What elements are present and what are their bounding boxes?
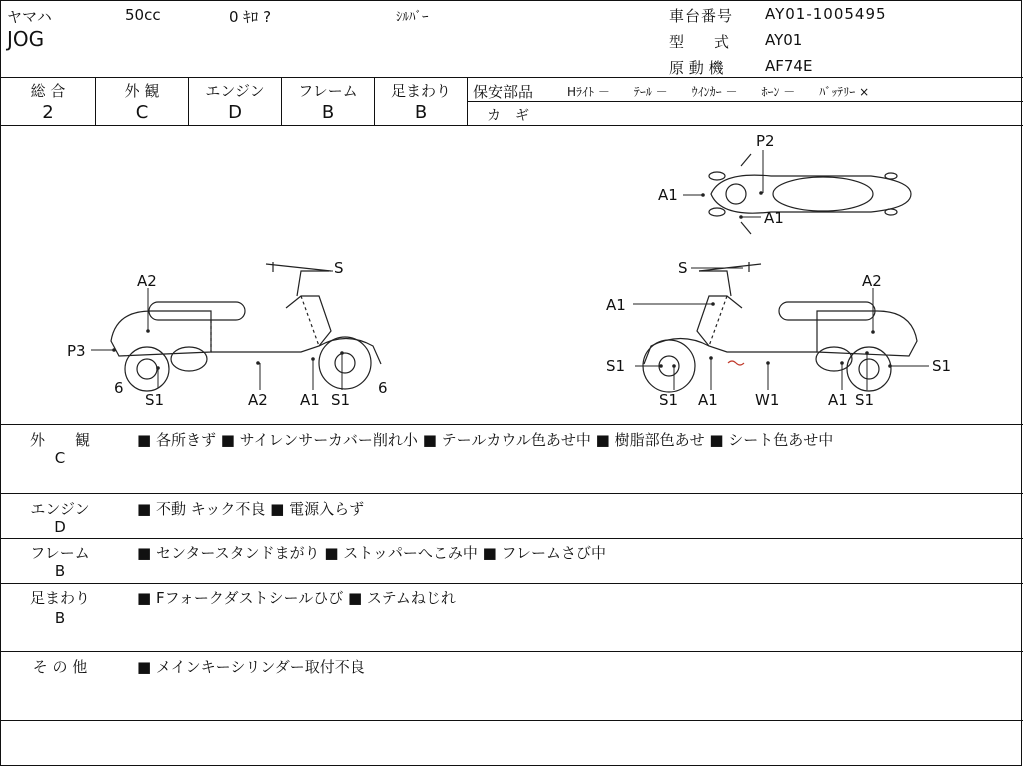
label-left-s1: S1 [145, 391, 165, 409]
label-right-a2: A2 [862, 272, 882, 290]
label-right-b-a1b: A1 [828, 391, 848, 409]
label-top-a1: A1 [658, 186, 678, 204]
type-label: 型 式 [669, 33, 730, 51]
grade-frame-label: フレーム [298, 82, 358, 100]
frame-no: AY01-1005495 [765, 5, 887, 23]
type-value: AY01 [765, 31, 803, 49]
label-left-6-right: 6 [378, 379, 388, 397]
label-left-a2-top: A2 [137, 272, 157, 290]
damage-diagram [1, 126, 1023, 424]
label-left-a1: A1 [300, 391, 320, 409]
label-top-a1-bottom: A1 [764, 209, 784, 227]
engine-value: AF74E [765, 57, 813, 75]
note-title: そ の 他 [32, 658, 88, 676]
note-text: ■ メインキーシリンダー取付不良 [137, 658, 365, 676]
label-left-s1-right: S1 [331, 391, 351, 409]
label-right-s: S [678, 259, 688, 277]
grade-frame: B [321, 102, 335, 123]
grade-suspension: B [414, 102, 428, 123]
grade-total-label: 総 合 [30, 82, 66, 100]
grade-total: 2 [42, 102, 54, 123]
displacement: 50cc [125, 6, 161, 24]
divider [1, 583, 1023, 584]
maker: ヤマハ [7, 8, 52, 26]
grade-engine-label: エンジン [205, 82, 265, 100]
label-right-b-s1: S1 [659, 391, 679, 409]
grade-exterior-label: 外 観 [124, 82, 160, 100]
divider [1, 720, 1023, 721]
note-grade: C [54, 449, 66, 467]
label-right-s1-left: S1 [606, 357, 626, 375]
label-right-b-a1: A1 [698, 391, 718, 409]
label-right-b-w1: W1 [755, 391, 780, 409]
safety-label: 保安部品 [473, 83, 534, 101]
divider [467, 101, 1023, 102]
grade-engine: D [228, 102, 242, 123]
label-right-s1-right: S1 [932, 357, 952, 375]
label-left-s: S [334, 259, 344, 277]
note-grade: B [54, 562, 66, 580]
label-left-p3: P3 [67, 342, 86, 360]
model-name: JOG [7, 27, 45, 51]
label-right-a1: A1 [606, 296, 626, 314]
note-grade: D [54, 518, 66, 536]
color: ｼﾙﾊﾞｰ [396, 10, 429, 25]
frame-no-label: 車台番号 [669, 7, 734, 25]
note-title: 足まわり [29, 589, 90, 607]
divider [1, 493, 1023, 494]
safety-items: Hﾗｲﾄ － ﾃｰﾙ － ｳｲﾝｶｰ － ﾎｰﾝ － ﾊﾞｯﾃﾘｰ × [567, 85, 870, 99]
key-label: カ ギ [487, 108, 529, 124]
note-title: エンジン [30, 500, 90, 518]
divider [1, 77, 1023, 78]
divider [1, 651, 1023, 652]
label-left-6: 6 [114, 379, 124, 397]
damage-mark [728, 361, 744, 365]
label-right-b-s1b: S1 [855, 391, 875, 409]
note-title: フレーム [30, 544, 90, 562]
note-text: ■ Fフォークダストシールひび ■ ステムねじれ [137, 589, 456, 607]
mileage: 0 ｷﾛ ? [229, 8, 272, 26]
grade-exterior: C [135, 102, 149, 123]
label-left-a2-bottom: A2 [248, 391, 268, 409]
divider [1, 538, 1023, 539]
engine-label: 原 動 機 [669, 59, 724, 77]
note-text: ■ 不動 キック不良 ■ 電源入らず [137, 500, 365, 518]
note-grade: B [54, 609, 66, 627]
grade-suspension-label: 足まわり [390, 82, 451, 100]
note-text: ■ 各所きず ■ サイレンサーカバー削れ小 ■ テールカウル色あせ中 ■ 樹脂部色あせ ■ シート色あせ中 [137, 431, 834, 449]
note-title: 外 観 [29, 431, 90, 449]
label-top-p2: P2 [756, 132, 775, 150]
note-text: ■ センタースタンドまがり ■ ストッパーへこみ中 ■ フレームさび中 [137, 544, 606, 562]
scooter-top-view [709, 154, 911, 234]
divider [467, 77, 468, 125]
divider [1, 424, 1023, 425]
